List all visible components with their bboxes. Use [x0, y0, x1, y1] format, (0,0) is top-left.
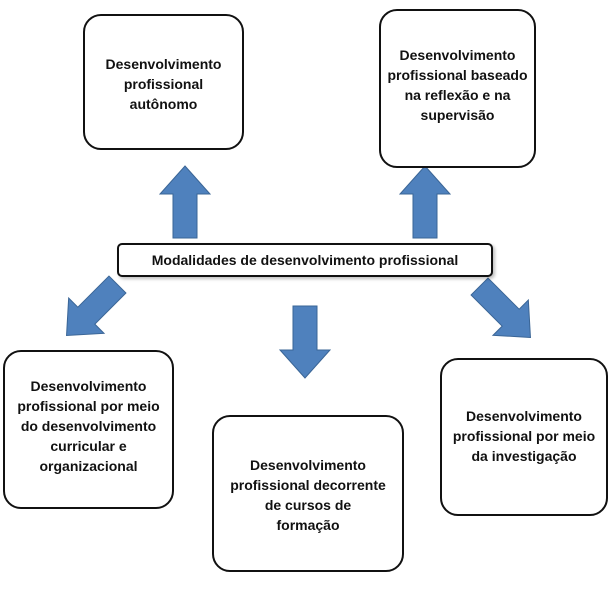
arrow-down-left — [49, 267, 135, 353]
box-curricular-line-5: organizacional — [39, 458, 138, 474]
box-curricular-line-3: do desenvolvimento — [20, 418, 157, 434]
box-investigacao-line-2: profissional por meio — [452, 428, 596, 444]
box-autonomo — [83, 14, 244, 150]
box-cursos — [212, 415, 404, 572]
box-curricular — [3, 350, 174, 509]
box-investigacao-line-3: da investigação — [471, 448, 577, 464]
center-label-box — [117, 243, 493, 277]
box-cursos-line-1: Desenvolvimento — [250, 457, 366, 473]
box-reflexao-line-1: Desenvolvimento — [399, 47, 516, 63]
center-label: Modalidades de desenvolvimento profissional — [151, 252, 459, 268]
box-curricular-line-4: curricular e — [50, 438, 127, 454]
arrow-up-right — [400, 166, 450, 238]
arrow-up-left — [160, 166, 210, 238]
box-reflexao — [379, 9, 536, 168]
box-cursos-line-3: de cursos de — [264, 497, 352, 513]
arrow-down-right — [462, 269, 548, 355]
arrow-down-center — [280, 306, 330, 378]
box-cursos-line-4: formação — [276, 517, 340, 533]
box-investigacao-line-1: Desenvolvimento — [466, 408, 582, 424]
box-curricular-line-1: Desenvolvimento — [30, 378, 147, 394]
box-autonomo-line-2: profissional — [123, 76, 204, 92]
box-autonomo-line-3: autônomo — [129, 96, 198, 112]
box-reflexao-line-3: na reflexão e na — [404, 87, 511, 103]
box-reflexao-line-2: profissional baseado — [387, 67, 528, 83]
box-autonomo-line-1: Desenvolvimento — [105, 56, 222, 72]
box-curricular-line-2: profissional por meio — [17, 398, 160, 414]
box-reflexao-line-4: supervisão — [420, 107, 495, 123]
box-cursos-line-2: profissional decorrente — [230, 477, 386, 493]
box-investigacao — [440, 358, 608, 516]
